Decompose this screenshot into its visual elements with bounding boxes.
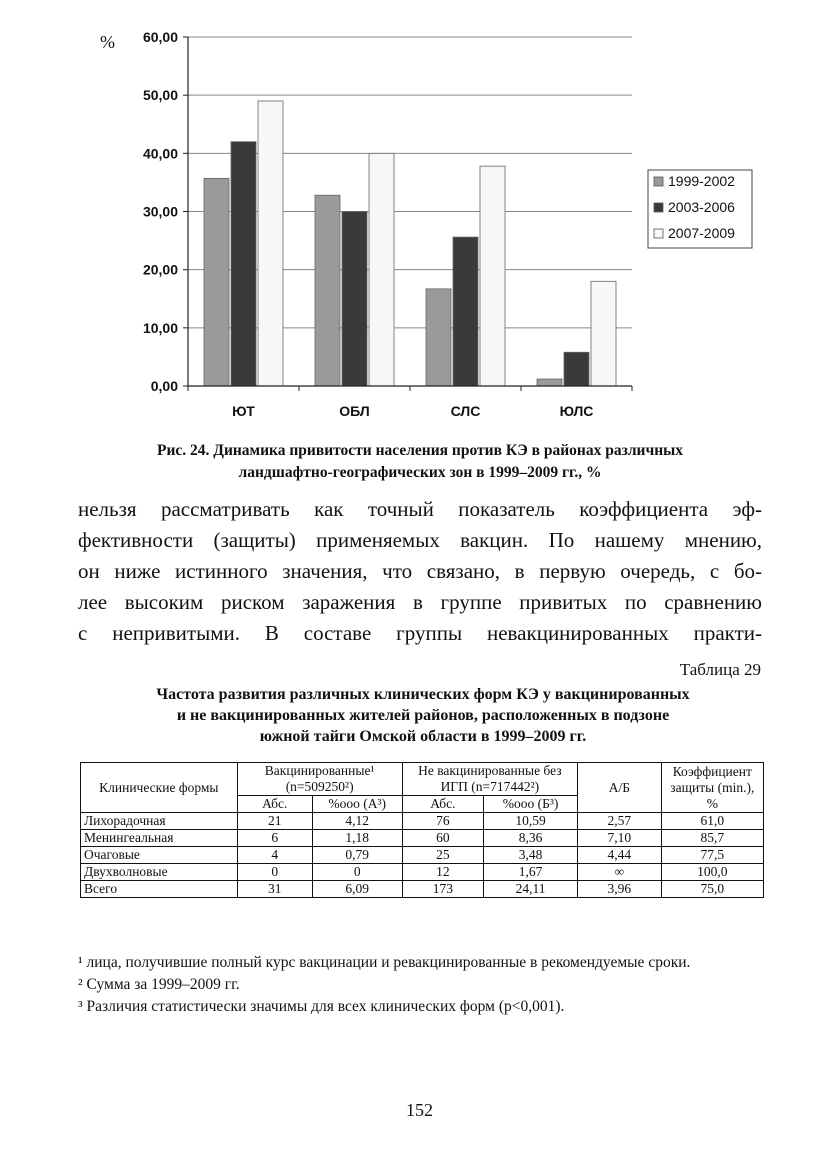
body-line: фективности (защиты) применяемых вакцин. По нашему мнению, bbox=[78, 528, 762, 552]
bar-1999-2002-СЛС bbox=[426, 289, 451, 386]
x-tick-label: ЮТ bbox=[232, 403, 255, 419]
table-title bbox=[78, 684, 768, 747]
bar-1999-2002-ЮТ bbox=[204, 178, 229, 386]
bar-1999-2002-ЮЛС bbox=[537, 379, 562, 386]
bar-2003-2006-ЮЛС bbox=[564, 352, 589, 386]
y-tick-label: 60,00 bbox=[142, 29, 178, 45]
table-row bbox=[81, 830, 764, 847]
bar-chart bbox=[0, 0, 839, 430]
header-forms: Клинические формы bbox=[81, 763, 238, 813]
bar-2007-2009-ОБЛ bbox=[369, 153, 394, 386]
cell-abs2: 12 bbox=[402, 864, 483, 881]
footnote-2: ² Сумма за 1999–2009 гг. bbox=[78, 976, 240, 993]
table-header-row bbox=[81, 763, 764, 796]
cell-form: Двухволновые bbox=[81, 864, 238, 881]
cell-coef: 77,5 bbox=[661, 847, 763, 864]
header-nonvaccinated: Не вакцинированные без ИГП (n=717442²) bbox=[402, 763, 577, 796]
body-line: нельзя рассматривать как точный показатель коэффициента эф- bbox=[78, 497, 762, 521]
cell-ab: ∞ bbox=[578, 864, 662, 881]
legend-label: 2007-2009 bbox=[668, 225, 735, 241]
chart-legend bbox=[648, 170, 752, 248]
y-tick-label: 0,00 bbox=[150, 378, 178, 394]
x-tick-label: СЛС bbox=[450, 403, 481, 419]
cell-rate1: 1,18 bbox=[312, 830, 402, 847]
x-tick-label: ОБЛ bbox=[339, 403, 370, 419]
cell-abs1: 31 bbox=[237, 881, 312, 898]
bar-2003-2006-ЮТ bbox=[231, 142, 256, 386]
table-title-line: и не вакцинированных жителей районов, расположенных в подзоне bbox=[176, 707, 670, 724]
cell-abs1: 21 bbox=[237, 813, 312, 830]
cell-rate1: 4,12 bbox=[312, 813, 402, 830]
header-vaccinated: Вакцинированные¹ (n=509250²) bbox=[237, 763, 402, 796]
page-number: 152 bbox=[406, 1100, 433, 1120]
body-line: с непривитыми. В составе группы невакцинированных практи- bbox=[78, 621, 762, 645]
table-title-line: южной тайги Омской области в 1999–2009 гг. bbox=[259, 728, 587, 745]
footnotes bbox=[78, 952, 768, 1018]
body-line: он ниже истинного значения, что связано, в первую очередь, с бо- bbox=[78, 559, 762, 583]
body-paragraph bbox=[78, 494, 762, 649]
legend-swatch bbox=[654, 203, 663, 212]
cell-rate1: 6,09 bbox=[312, 881, 402, 898]
cell-rate1: 0,79 bbox=[312, 847, 402, 864]
table-title-line: Частота развития различных клинических форм КЭ у вакцинированных bbox=[156, 686, 690, 703]
cell-rate2: 8,36 bbox=[484, 830, 578, 847]
legend-swatch bbox=[654, 229, 663, 238]
cell-abs1: 6 bbox=[237, 830, 312, 847]
cell-rate1: 0 bbox=[312, 864, 402, 881]
x-tick-label: ЮЛС bbox=[559, 403, 594, 419]
cell-abs2: 60 bbox=[402, 830, 483, 847]
bar-2007-2009-ЮТ bbox=[258, 101, 283, 386]
cell-form: Лихорадочная bbox=[81, 813, 238, 830]
header-rate-a: %ооо (А³) bbox=[312, 796, 402, 813]
cell-form: Всего bbox=[81, 881, 238, 898]
y-tick-label: 20,00 bbox=[142, 261, 178, 278]
table-row bbox=[81, 881, 764, 898]
cell-abs1: 4 bbox=[237, 847, 312, 864]
body-line: лее высоким риском заражения в группе привитых по сравнению bbox=[78, 590, 762, 614]
cell-rate2: 1,67 bbox=[484, 864, 578, 881]
cell-coef: 100,0 bbox=[661, 864, 763, 881]
bar-2007-2009-СЛС bbox=[480, 166, 505, 386]
header-ab: А/Б bbox=[578, 763, 662, 813]
cell-coef: 75,0 bbox=[661, 881, 763, 898]
cell-rate2: 24,11 bbox=[484, 881, 578, 898]
footnote-3: ³ Различия статистически значимы для всех клинических форм (р<0,001). bbox=[78, 998, 565, 1015]
table-number: Таблица 29 bbox=[679, 660, 761, 679]
cell-rate2: 3,48 bbox=[484, 847, 578, 864]
cell-ab: 7,10 bbox=[578, 830, 662, 847]
cell-ab: 4,44 bbox=[578, 847, 662, 864]
header-abs-1: Абс. bbox=[237, 796, 312, 813]
y-tick-label: 40,00 bbox=[142, 145, 178, 162]
legend-swatch bbox=[654, 177, 663, 186]
bar-2003-2006-СЛС bbox=[453, 237, 478, 386]
table-row bbox=[81, 864, 764, 881]
caption-line-2: ландшафтно-географических зон в 1999–2009 гг., % bbox=[238, 464, 602, 481]
cell-abs2: 173 bbox=[402, 881, 483, 898]
table-row bbox=[81, 813, 764, 830]
y-tick-label: 30,00 bbox=[142, 203, 178, 220]
footnote-1: ¹ лица, получившие полный курс вакцинации и ревакцинированные в рекомендуемые сроки. bbox=[78, 954, 691, 971]
chart-bars bbox=[204, 101, 616, 386]
legend-label: 2003-2006 bbox=[668, 199, 735, 215]
y-tick-label: 50,00 bbox=[142, 87, 178, 104]
cell-coef: 85,7 bbox=[661, 830, 763, 847]
cell-rate2: 10,59 bbox=[484, 813, 578, 830]
cell-ab: 3,96 bbox=[578, 881, 662, 898]
cell-abs2: 76 bbox=[402, 813, 483, 830]
figure-caption bbox=[60, 440, 780, 484]
header-rate-b: %ооо (Б³) bbox=[484, 796, 578, 813]
bar-1999-2002-ОБЛ bbox=[315, 195, 340, 386]
bar-2003-2006-ОБЛ bbox=[342, 212, 367, 387]
legend-label: 1999-2002 bbox=[668, 173, 735, 189]
cell-form: Очаговые bbox=[81, 847, 238, 864]
cell-coef: 61,0 bbox=[661, 813, 763, 830]
data-table bbox=[80, 762, 764, 898]
header-abs-2: Абс. bbox=[402, 796, 483, 813]
cell-ab: 2,57 bbox=[578, 813, 662, 830]
header-coef: Коэффициент защиты (min.), % bbox=[661, 763, 763, 813]
cell-abs2: 25 bbox=[402, 847, 483, 864]
y-tick-label: 10,00 bbox=[142, 319, 178, 336]
bar-2007-2009-ЮЛС bbox=[591, 281, 616, 386]
cell-abs1: 0 bbox=[237, 864, 312, 881]
cell-form: Менингеальная bbox=[81, 830, 238, 847]
y-axis-unit-label: % bbox=[100, 32, 115, 52]
table-row bbox=[81, 847, 764, 864]
caption-line-1: Рис. 24. Динамика привитости населения против КЭ в районах различных bbox=[157, 442, 683, 459]
